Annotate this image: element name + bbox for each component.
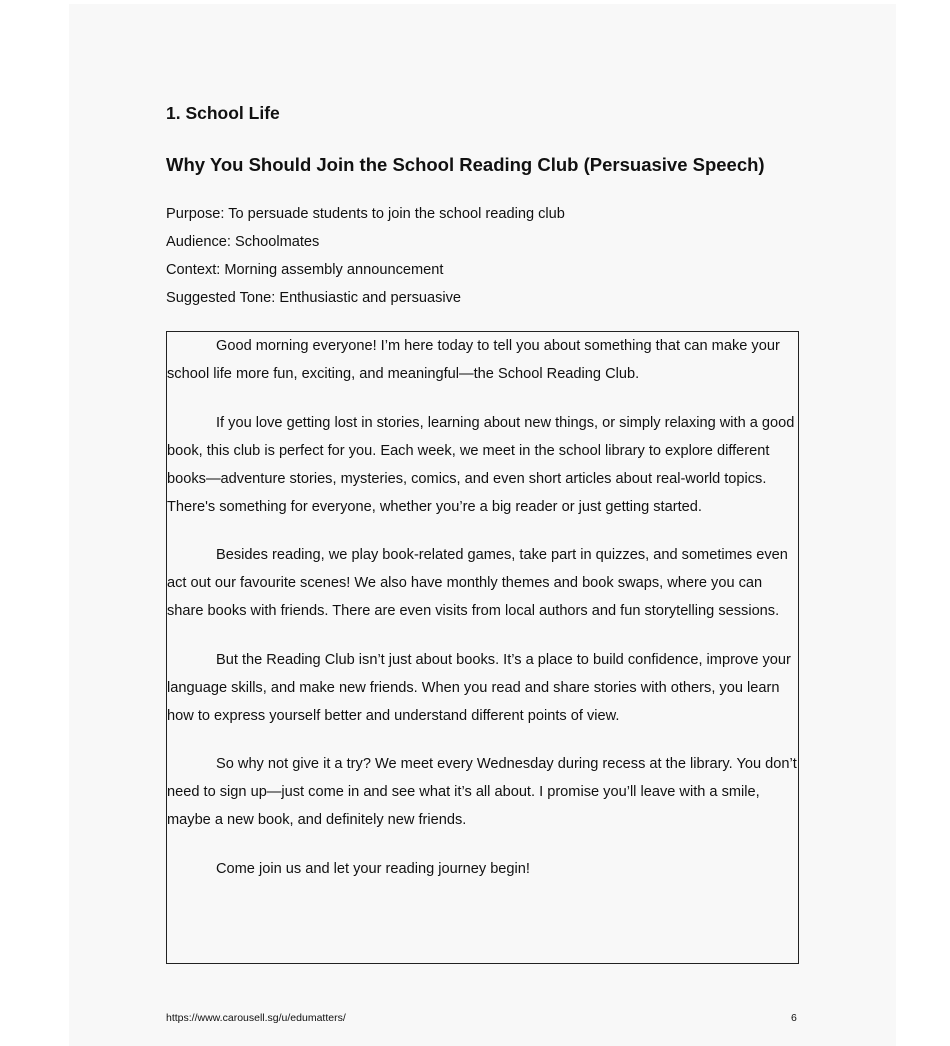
document-title: Why You Should Join the School Reading Club (Persuasive Speech) xyxy=(166,154,765,175)
purpose-line: Purpose: To persuade students to join the school reading club xyxy=(166,206,565,222)
speech-paragraph-4: But the Reading Club isn’t just about books. It’s a place to build confidence, improve your language skills, and make new friends. When you read and share stories with others, you learn how to express yourself better and understand different points of view. xyxy=(167,651,791,724)
document-page xyxy=(69,4,896,1046)
page-number: 6 xyxy=(791,1012,797,1024)
tone-line: Suggested Tone: Enthusiastic and persuasive xyxy=(166,290,462,306)
speech-paragraph-2: If you love getting lost in stories, learning about new things, or simply relaxing with a good book, this club is perfect for you. Each week, we meet in the school library to explore different books—adventure stories, mysteries, comics, and even short articles about real-world topics. There's something for everyone, whether you’re a big reader or just getting started. xyxy=(167,414,795,515)
speech-paragraph-3: Besides reading, we play book-related games, take part in quizzes, and sometimes even act out our favourite scenes! We also have monthly themes and book swaps, where you can share books with friends. There are even visits from local authors and fun storytelling sessions. xyxy=(167,547,788,619)
speech-paragraph-1: Good morning everyone! I’m here today to tell you about something that can make your school life more fun, exciting, and meaningful—the School Reading Club. xyxy=(167,338,780,382)
audience-line: Audience: Schoolmates xyxy=(166,234,320,250)
section-heading: 1. School Life xyxy=(166,103,280,123)
speech-paragraph-6: Come join us and let your reading journey begin! xyxy=(216,860,530,877)
speech-details-list xyxy=(166,200,565,312)
speech-text-box xyxy=(166,331,799,964)
context-line: Context: Morning assembly announcement xyxy=(166,262,444,278)
viewer-gutter xyxy=(0,0,69,1046)
footer-url: https://www.carousell.sg/u/edumatters/ xyxy=(166,1012,346,1024)
speech-paragraph-5: So why not give it a try? We meet every Wednesday during recess at the library. You don’t need to sign up—just come in and see what it’s all about. I promise you’ll leave with a smile, maybe a new book, and definitely new friends. xyxy=(167,756,797,828)
